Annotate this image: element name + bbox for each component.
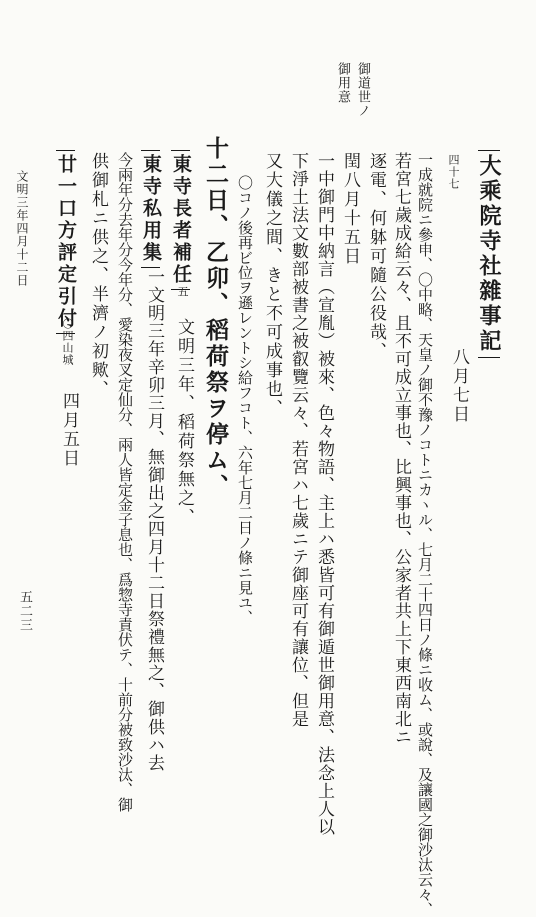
- body-line-4: 閏八月十五日: [340, 152, 360, 266]
- body-line-5: 一中御門中納言（宣胤）被來、色々物語、主上ハ悉皆可有御遁世御用意、法念上人以: [314, 152, 334, 836]
- section-title-toji-choja: 東寺長者補任: [171, 150, 190, 290]
- toji-line-2: 今兩年分去年分今年分、愛染夜叉定仙分、兩人皆定金子息也、爲惣寺責伏テ、十前分被致沙汰、御: [116, 152, 134, 812]
- header-note-line1: 御道世ノ: [355, 62, 370, 118]
- body-line-2: 若宮七歲成給云々、且不可成立事也、比興事也、公家者共上下東西南北ニ: [391, 152, 411, 746]
- province-note: 〇四山城: [61, 318, 74, 366]
- entry-date: 八月七日: [449, 348, 469, 424]
- body-line-7: 又大儀之間、きと不可成事也、: [262, 152, 282, 418]
- section-title-toji-shiyo: 東寺私用集: [141, 150, 160, 268]
- volume-number: 五: [176, 286, 189, 298]
- body-line-3: 逐電、何躰可隨公役哉、: [366, 152, 386, 361]
- margin-label: 文明三年四月十二日: [15, 170, 29, 287]
- header-note-line2: 御用意: [335, 62, 350, 104]
- toji-choja-line: 文明三年、稻荷祭無之、: [174, 318, 194, 527]
- date-number: 四十七: [447, 154, 460, 190]
- toji-line-3: 供御札ニ供之、半濟ノ初歟、: [88, 152, 108, 399]
- body-line-8: 〇コノ後再ビ位ヲ遜レントシ給フコト、六年七月二日ノ條ニ見ユ、: [236, 175, 254, 625]
- body-line-6: 下淨土法文數部被書之被叡覽云々、若宮ハ七歲ニテ御座可有讓位、但是: [288, 152, 308, 728]
- section-title-daijoin: 大乘院寺社雜事記: [478, 150, 500, 358]
- section-date-heading: 十二日、乙卯、稻荷祭ヲ停ム、: [202, 136, 229, 500]
- entry-date-4: 四月五日: [59, 392, 79, 468]
- section-title-nijuichiku: 廿一口方評定引付: [56, 150, 75, 334]
- toji-line-1: 一文明三年辛卯三月、無御出之四月十二日祭禮無之、御供ハ去: [144, 268, 164, 772]
- body-line-1: 一成就院ニ參申、〇中略、天皇ノ御不豫ノコトニカヽル、七月二十四日ノ條ニ收ム、或說、及讓國之御沙汰云々、: [416, 152, 434, 917]
- page-number: 五二三: [17, 590, 32, 632]
